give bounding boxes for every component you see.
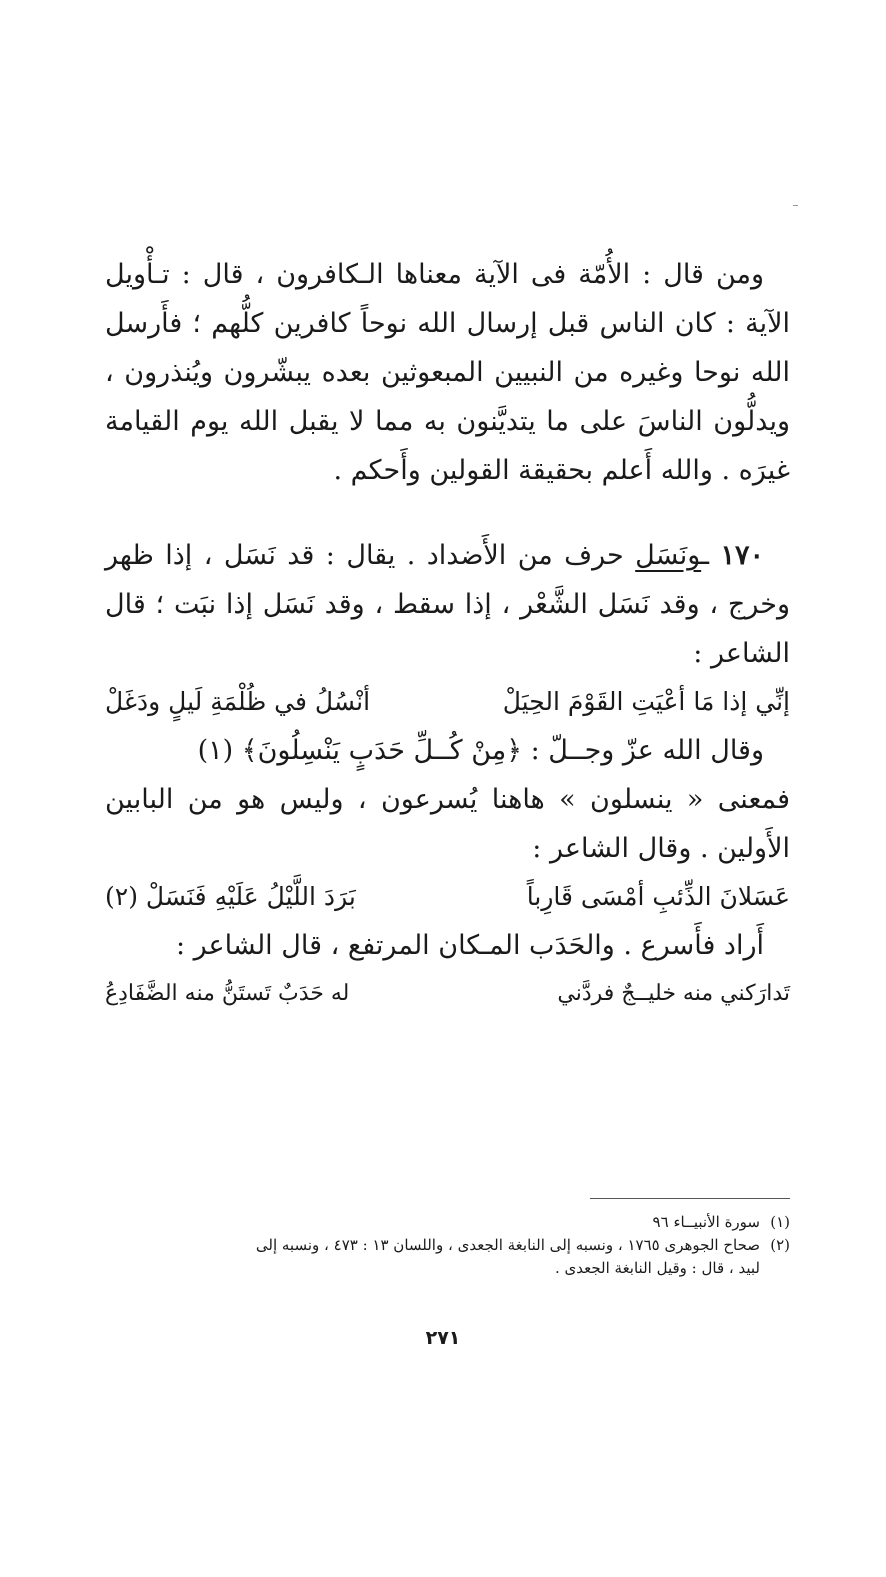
verse-1	[105, 678, 790, 726]
footnote-2-continuation: لبيد ، قال : وقيل النابغة الجعدى .	[554, 1259, 760, 1277]
scan-mark	[793, 205, 798, 206]
verse-1-second-hemistich: أنْسُلُ في ظُلْمَةِ لَيلٍ ودَغَلْ	[105, 687, 371, 716]
verse-3-second-hemistich: له حَدَبٌ تَستَنُّ منه الضَّفَادِعُ	[105, 981, 350, 1006]
footnote-divider	[590, 1198, 790, 1199]
verse-2-first-hemistich: عَسَلانَ الذِّئبِ أمْسَى قَارِباً	[526, 882, 790, 911]
verse-2	[105, 873, 790, 921]
section-gap	[105, 495, 790, 531]
verse-1-first-hemistich: إنِّي إذا مَا أعْيَتِ القَوْمَ الحِيَلْ	[502, 687, 790, 716]
entry-dash: ـ	[701, 540, 721, 571]
verse-3	[105, 970, 790, 1018]
footnotes	[105, 1212, 790, 1281]
paragraph-1: ومن قال : الأُمّة فى الآية معناها الـكافرون ، قال : تـأْويل الآية : كان الناس قبل إرسال الله نوحاً كافرين كلُّهم ؛ فأَرسل الله نوحا وغيره من النبيين المبعوثين بعده يبشّرون ويُنذرون ، ويدلُّون الناسَ على ما يتديَّنون به مما لا يقبل الله يوم القيامة غيرَه . والله أَعلم بحقيقة القولين وأَحكم .	[105, 259, 790, 486]
paragraph-4: فمعنى « ينسلون » هاهنا يُسرعون ، وليس هو من البابين الأَولين . وقال الشاعر :	[105, 784, 790, 864]
footnote-1	[105, 1212, 790, 1233]
verse-2-second-hemistich: بَرَدَ اللَّيْلُ عَلَيْهِ فَنَسَلْ (٢)	[105, 882, 356, 911]
page-number: ٢٧١	[425, 1327, 461, 1349]
footnote-text: صحاح الجوهرى ١٧٦٥ ، ونسبه إلى النابغة الجعدى ، واللسان ١٣ : ٤٧٣ ، ونسبه إلى	[255, 1236, 760, 1254]
paragraph-5: أَراد فأَسرع . والحَدَب المـكان المرتفع ، قال الشاعر :	[175, 930, 764, 961]
page-body	[105, 250, 790, 1018]
verse-3-first-hemistich: تَدارَكني منه خليــجٌ فردَّني	[557, 981, 790, 1006]
entry-text: حرف من الأَضداد . يقال : قد نَسَل ، إذا ظهر وخرج ، وقد نَسَل الشَّعْر ، إذا سقط ، وقد نَسَل إذا نبَت ؛ قال الشاعر :	[105, 540, 790, 669]
entry-number: ١٧٠	[720, 540, 765, 571]
footnote-number: (١)	[770, 1213, 790, 1231]
footnote-number: (٢)	[770, 1236, 790, 1254]
footnote-2	[105, 1235, 790, 1256]
quran-quote: وقال الله عزّ وجــلّ : ﴿مِنْ كُــلِّ حَدَبٍ يَنْسِلُونَ﴾ (١)	[197, 735, 764, 766]
footnote-text: سورة الأنبيــاء ٩٦	[652, 1213, 760, 1231]
entry-170	[105, 531, 790, 678]
entry-headword: ونَسَل	[635, 540, 702, 571]
